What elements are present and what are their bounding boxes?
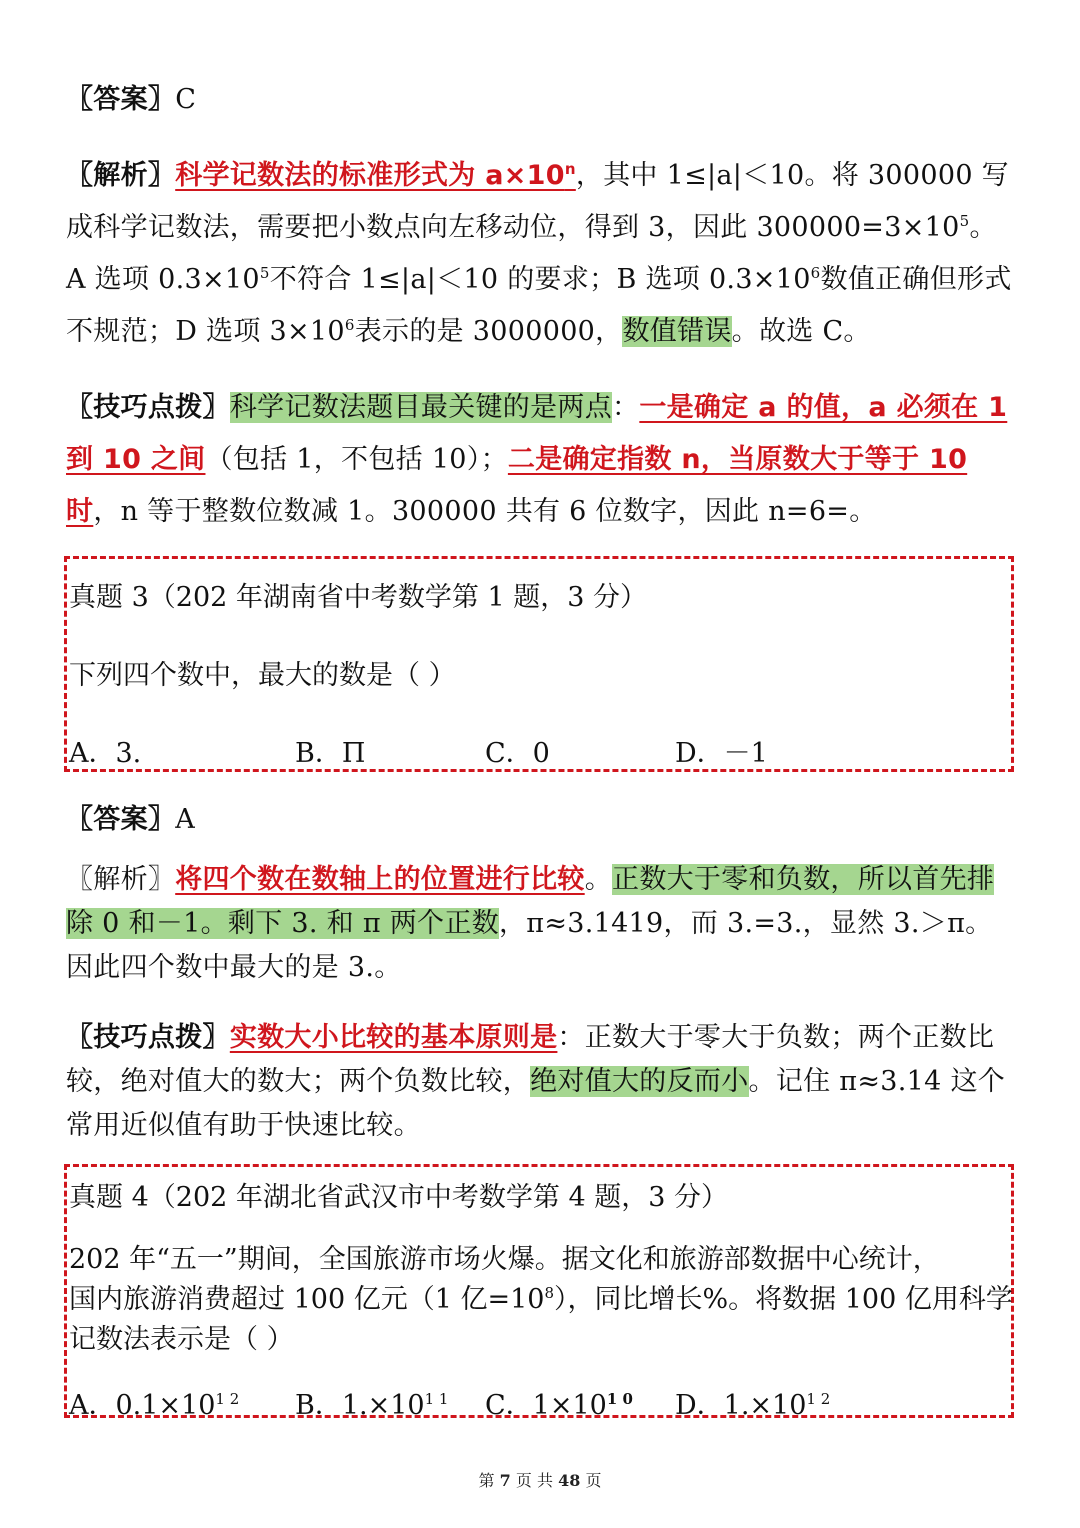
analysis-label: 〖解析〗	[66, 160, 176, 191]
tip-label: 〖技巧点拨〗	[66, 392, 230, 423]
analysis-label: 〖解析〗	[66, 864, 176, 895]
answer-value: C	[175, 84, 197, 115]
question-box-3	[64, 556, 1014, 772]
option-d: D．$1.\times 10^{1 2}$	[675, 1390, 831, 1421]
option-b: B．$1.\times 10^{1 1}$	[295, 1390, 449, 1421]
analysis-key-point: 科学记数法的标准形式为 $a\times 10^n$	[175, 160, 576, 191]
question-box-4	[64, 1164, 1014, 1421]
option-c: C．$1\times 10^{1 0}$	[485, 1390, 633, 1421]
analysis-block-1: 〖解析〗科学记数法的标准形式为 $a\times 10^n$，其中 1≤|a|＜10。将 300000 写成科学记数法，需要把小数点向左移动位，得到 3，因此 $300000=3\times 10^5$。A 选项 $0.3\times 10^5$不符合 1≤|a|＜10 的要求；B 选项 $0.3\times 10^6$数值正确但形式不规范；D 选项 $3\times 10^6$表示的是 3000000，数值错误。故选 C。	[66, 160, 1012, 347]
tip-key-point-1: 一是确定 a 的值，a 必须在 1 到 10 之间	[66, 392, 1008, 475]
question-stem-line-2: 国内旅游消费超过 100 亿元（1 亿$=10^8$），同比增长%。将数据 100 亿用科学	[69, 1284, 1013, 1315]
answer-value: A	[175, 804, 196, 835]
analysis-key-point: 将四个数在数轴上的位置进行比较	[175, 864, 585, 895]
question-title: 真题 3（202 年湖南省中考数学第 1 题，3 分）	[69, 582, 647, 613]
option-a: A．$0.1\times 10^{1 2}$	[69, 1390, 240, 1421]
page-number: 7	[499, 1471, 511, 1490]
tip-label: 〖技巧点拨〗	[66, 1022, 230, 1053]
tip-highlight: 绝对值大的反而小	[530, 1066, 749, 1097]
question-stem: 下列四个数中，最大的数是（ ）	[69, 660, 456, 691]
tip-key-point-2: 二是确定指数 n，当原数大于等于 10 时	[66, 444, 968, 527]
option-a: A．3.	[69, 738, 142, 769]
answer-block-1	[66, 74, 1016, 126]
answer-block-2	[66, 794, 1016, 846]
option-c: C．0	[485, 738, 550, 769]
option-d: D．－1	[675, 738, 768, 769]
page-total: 48	[558, 1471, 581, 1490]
analysis-highlight: 正数大于零和负数，所以首先排除 0 和－1。剩下 3. 和 π 两个正数	[66, 864, 995, 939]
page-footer: 第 7 页 共 48 页	[478, 1471, 602, 1490]
question-title: 真题 4（202 年湖北省武汉市中考数学第 4 题，3 分）	[69, 1182, 728, 1213]
tip-highlight: 科学记数法题目最关键的是两点	[229, 392, 613, 423]
analysis-block-2: 〖解析〗将四个数在数轴上的位置进行比较。正数大于零和负数，所以首先排除 0 和－1。剩下 3. 和 π 两个正数，π≈3.1419，而 3.=3.，显然 3.＞π。因此四个数中最大的是 3.。	[66, 864, 995, 983]
answer-label: 〖答案〗	[66, 804, 176, 835]
option-b: B．Π	[295, 738, 366, 769]
analysis-highlight: 数值错误	[622, 316, 732, 347]
tip-key-point: 实数大小比较的基本原则是	[229, 1022, 558, 1053]
tip-block-1: 〖技巧点拨〗科学记数法题目最关键的是两点：一是确定 a 的值，a 必须在 1 到 10 之间（包括 1，不包括 10）；二是确定指数 n，当原数大于等于 10 时，n 等于整数位数减 1。300000 共有 6 位数字，因此 n=6=。	[66, 392, 1008, 527]
answer-label: 〖答案〗	[66, 84, 176, 115]
question-stem-line-1: 202 年“五一”期间，全国旅游市场火爆。据文化和旅游部数据中心统计，	[69, 1244, 940, 1275]
tip-block-2: 〖技巧点拨〗实数大小比较的基本原则是：正数大于零大于负数；两个正数比较，绝对值大的数大；两个负数比较，绝对值大的反而小。记住 π≈3.14 这个常用近似值有助于快速比较。	[66, 1022, 1006, 1141]
question-stem-line-3: 记数法表示是（ ）	[69, 1324, 294, 1355]
